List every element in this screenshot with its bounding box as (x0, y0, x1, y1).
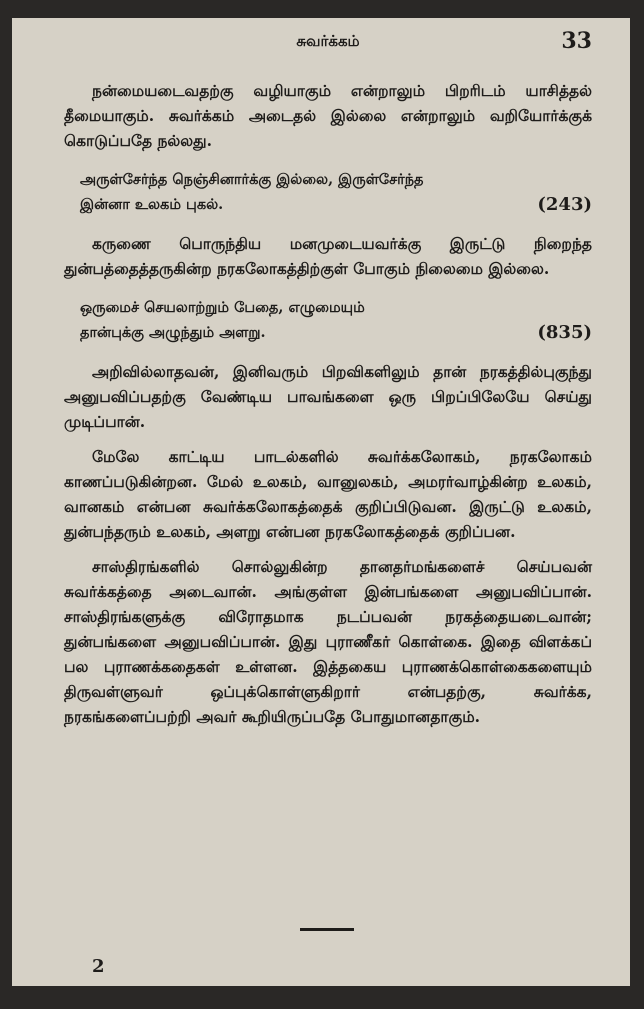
kural-verse-243 (64, 167, 592, 217)
verse-number: (243) (537, 194, 592, 215)
page-header (64, 18, 592, 78)
verse-line: தான்புக்கு அழுந்தும் அளறு. (80, 324, 266, 341)
book-page (12, 18, 630, 986)
paragraph-5: சாஸ்திரங்களில் சொல்லுகின்ற தானதர்மங்களைச் செய்பவன் சுவர்க்கத்தை அடைவான். அங்குள்ள இன்பங்களை அனுபவிப்பான். சாஸ்திரங்களுக்கு விரோதமாக நடப்பவன் நரகத்தையடைவான்; துன்பங்களை அனுபவிப்பான். இது புராணீகர் கொள்கை. இதை விளக்கப் பல புராணக்கதைகள் உள்ளன. இத்தகைய புராணக்கொள்கைகளையும் திருவள்ளுவர் ஒப்புக்கொள்ளுகிறார் என்பதற்கு, சுவர்க்க, நரகங்களைப்பற்றி அவர் கூறியிருப்பதே போதுமானதாகும். (64, 557, 592, 726)
paragraph-2: கருணை பொருந்திய மனமுடையவர்க்கு இருட்டு நிறைந்த துன்பத்தைத்தருகின்ற நரகலோகத்திற்குள் போகும் நிலைமை இல்லை. (64, 234, 592, 278)
signature-mark: 2 (92, 956, 105, 977)
paragraph-3: அறிவில்லாதவன், இனிவரும் பிறவிகளிலும் தான் நரகத்தில்புகுந்து அனுபவிப்பதற்கு வேண்டிய பாவங்களை ஒரு பிறப்பிலேயே செய்து முடிப்பான். (64, 362, 592, 431)
page-number: 33 (561, 28, 592, 54)
verse-number: (835) (537, 322, 592, 343)
verse-line: அருள்சேர்ந்த நெஞ்சினார்க்கு இல்லை, இருள்சேர்ந்த (80, 171, 424, 188)
paragraph-1: நன்மையடைவதற்கு வழியாகும் என்றாலும் பிறரிடம் யாசித்தல் தீமையாகும். சுவர்க்கம் அடைதல் இல்லை என்றாலும் வறியோர்க்குக் கொடுப்பதே நல்லது. (64, 81, 592, 150)
verse-line: இன்னா உலகம் புகல். (80, 196, 224, 213)
verse-line: ஒருமைச் செயலாற்றும் பேதை, எழுமையும் (80, 299, 365, 316)
paragraph-4: மேலே காட்டிய பாடல்களில் சுவர்க்கலோகம், நரகலோகம் காணப்படுகின்றன. மேல் உலகம், வானுலகம், அமரர்வாழ்கின்ற உலகம், வானகம் என்பன சுவர்க்கலோகத்தைக் குறிப்பிடுவன. இருட்டு உலகம், துன்பந்தரும் உலகம், அளறு என்பன நரகலோகத்தைக் குறிப்பன. (64, 447, 592, 541)
section-divider (300, 928, 354, 931)
running-title: சுவர்க்கம் (296, 32, 360, 50)
kural-verse-835 (64, 295, 592, 345)
